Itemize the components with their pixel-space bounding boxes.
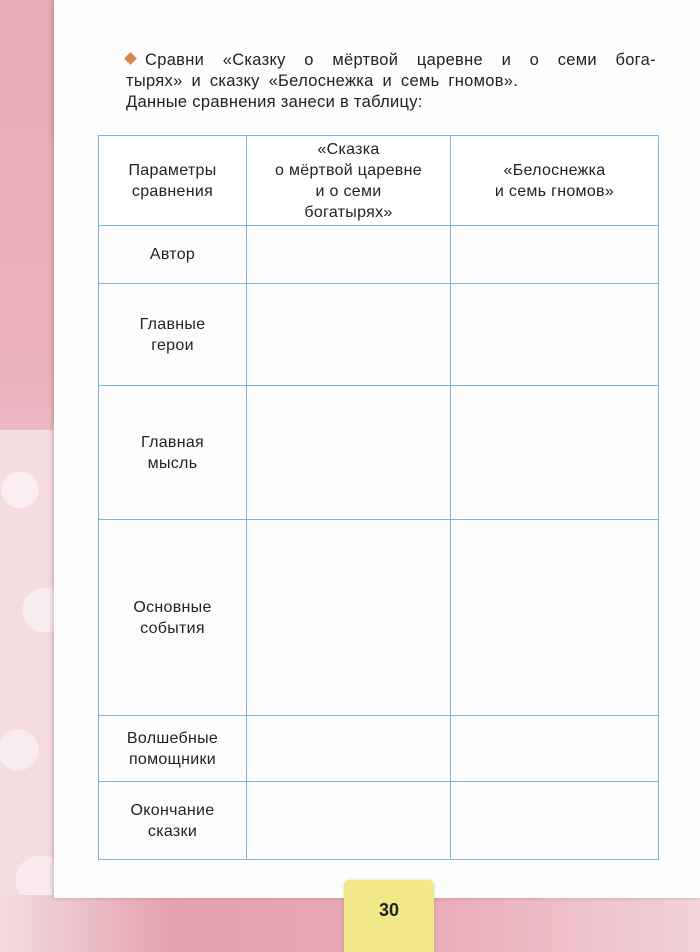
header-line: сравнения	[131, 182, 214, 200]
instruction-word: царевне	[416, 51, 483, 69]
task-instruction	[126, 50, 656, 113]
answer-cell[interactable]	[451, 520, 659, 716]
answer-cell[interactable]	[247, 226, 451, 284]
row-label-line: помощники	[128, 750, 217, 768]
header-dead-princess-tale	[247, 136, 451, 226]
row-label-line: Автор	[149, 246, 196, 263]
answer-cell[interactable]	[451, 782, 659, 860]
instruction-line-1	[126, 50, 656, 71]
instruction-line-2: тырях» и сказку «Белоснежка и семь гномов».	[126, 72, 519, 90]
answer-cell[interactable]	[247, 782, 451, 860]
instruction-word: «Сказку	[222, 51, 286, 69]
instruction-word: бога-	[615, 51, 656, 69]
table-header-row	[99, 136, 659, 226]
header-line: «Сказка	[317, 140, 380, 158]
instruction-word: семи	[557, 51, 597, 69]
instruction-word: Сравни	[126, 50, 204, 71]
header-snow-white-tale	[451, 136, 659, 226]
instruction-word: о	[529, 51, 540, 69]
table-row-author	[99, 226, 659, 284]
header-line: о мёртвой царевне	[275, 161, 422, 179]
answer-cell[interactable]	[451, 226, 659, 284]
row-label-line: события	[140, 619, 205, 637]
instruction-word: и	[501, 51, 512, 69]
page-number: 30	[378, 900, 400, 920]
header-line: и о семи	[315, 182, 382, 200]
row-label	[99, 716, 247, 782]
answer-cell[interactable]	[247, 284, 451, 386]
answer-cell[interactable]	[247, 520, 451, 716]
header-line: «Белоснежка	[503, 161, 606, 179]
table-row-main-characters	[99, 284, 659, 386]
instruction-word: о	[304, 51, 314, 69]
answer-cell[interactable]	[451, 386, 659, 520]
table-row-magic-helpers	[99, 716, 659, 782]
row-label	[99, 226, 247, 284]
row-label	[99, 520, 247, 716]
header-line: Параметры	[128, 161, 217, 179]
row-label	[99, 782, 247, 860]
row-label-line: сказки	[147, 822, 198, 840]
row-label-line: Главная	[141, 433, 204, 451]
instruction-line-3: Данные сравнения занеси в таблицу:	[126, 93, 423, 111]
row-label	[99, 386, 247, 520]
row-label	[99, 284, 247, 386]
comparison-table	[98, 135, 659, 860]
table-row-main-idea	[99, 386, 659, 520]
row-label-line: мысль	[147, 454, 198, 472]
row-label-line: Главные	[139, 315, 206, 333]
header-parameters	[99, 136, 247, 226]
answer-cell[interactable]	[247, 716, 451, 782]
diamond-bullet-icon	[124, 52, 137, 65]
instruction-word: мёртвой	[332, 51, 399, 69]
answer-cell[interactable]	[247, 386, 451, 520]
table-row-ending	[99, 782, 659, 860]
answer-cell[interactable]	[451, 284, 659, 386]
header-line: богатырях»	[304, 203, 393, 221]
row-label-line: герои	[151, 336, 194, 354]
header-line: и семь гномов»	[494, 182, 615, 200]
row-label-line: Окончание	[130, 801, 215, 819]
answer-cell[interactable]	[451, 716, 659, 782]
table-row-main-events	[99, 520, 659, 716]
page-number-tab	[344, 880, 434, 952]
row-label-line: Основные	[133, 598, 212, 616]
row-label-line: Волшебные	[126, 729, 219, 747]
